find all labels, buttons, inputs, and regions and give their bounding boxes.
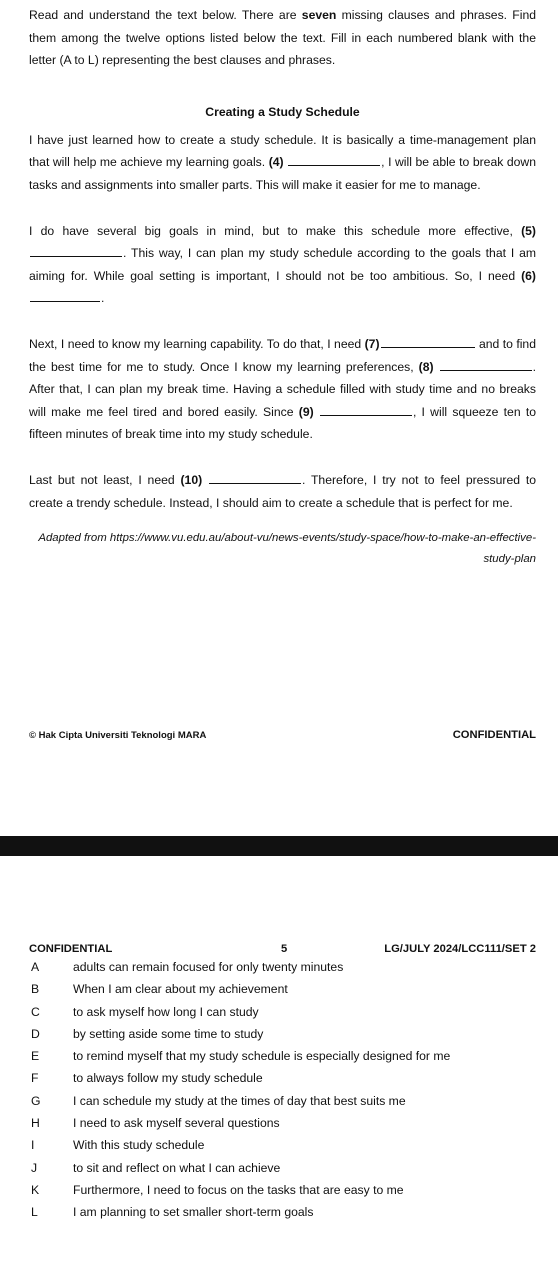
passage-paragraph-2: I do have several big goals in mind, but to make this schedule more effective, (5) . This way, I can plan my study schedule according to the goals that I am aiming for. While goal setting is important, I should not be too ambitious. So, I need (6) . [29,223,536,306]
blank-number-5: (5) [521,223,536,238]
passage-title: Creating a Study Schedule [205,104,360,119]
option-text: to sit and reflect on what I can achieve [73,1160,281,1175]
blank-8[interactable] [440,359,532,371]
option-item [29,978,536,1000]
option-letter: D [31,1026,40,1041]
option-item [29,1067,536,1089]
answer-options-list [29,956,536,1224]
option-text: I can schedule my study at the times of day that best suits me [73,1093,406,1108]
blank-number-7: (7) [364,336,380,351]
option-letter: F [31,1071,39,1086]
option-text: to always follow my study schedule [73,1071,263,1086]
option-item [29,1201,536,1223]
option-text: adults can remain focused for only twenty minutes [73,960,344,974]
blank-10[interactable] [209,472,301,484]
option-item [29,1179,536,1201]
copyright-notice: © Hak Cipta Universiti Teknologi MARA [29,729,207,741]
option-item [29,1023,536,1045]
option-text: When I am clear about my achievement [73,982,288,997]
exam-code: LG/JULY 2024/LCC111/SET 2 [384,943,536,955]
option-item [29,1045,536,1067]
option-letter: I [31,1138,35,1153]
confidential-label-header: CONFIDENTIAL [29,943,113,955]
blank-6[interactable] [30,290,100,302]
blank-9[interactable] [320,404,412,416]
option-letter: L [31,1205,38,1220]
option-text: With this study schedule [73,1138,205,1153]
page-number: 5 [281,943,288,955]
option-text: to ask myself how long I can study [73,1004,259,1019]
passage-paragraph-3: Next, I need to know my learning capability. To do that, I need (7) and to find the best time for me to study. Once I know my learning preferences, (8) . After that, I can plan my break time. Having a schedule filled with study time and no breaks will make me feel tired and bored easily. Since (9) , I will squeeze ten to fifteen minutes of break time into my study schedule. [29,336,537,442]
blank-5[interactable] [30,245,122,257]
blank-number-8: (8) [418,359,434,374]
option-letter: B [31,982,40,997]
option-text: I am planning to set smaller short-term goals [73,1205,314,1220]
option-letter: H [31,1116,40,1131]
source-attribution: Adapted from https://www.vu.edu.au/about-vu/news-events/study-space/how-to-make-an-effective-study-plan [38,532,536,565]
option-text: Furthermore, I need to focus on the tasks that are easy to me [73,1182,404,1197]
option-item [29,1090,536,1112]
confidential-label-footer: CONFIDENTIAL [452,729,536,741]
page-footer [29,729,536,741]
option-item [29,1157,536,1179]
option-letter: J [31,1160,38,1175]
page-divider [0,836,558,856]
option-letter: K [31,1182,40,1197]
option-text: I need to ask myself several questions [73,1116,280,1131]
passage-paragraph-4: Last but not least, I need (10) . Therefore, I try not to feel pressured to create a trendy schedule. Instead, I should aim to create a schedule that is perfect for me. [29,472,536,510]
option-letter: G [31,1093,41,1108]
blank-number-6: (6) [521,268,536,283]
option-item [29,956,536,978]
option-item [29,1134,536,1156]
blank-number-10: (10) [180,472,203,487]
blank-number-9: (9) [298,404,314,419]
instructions-emphasis: seven [301,8,337,22]
blank-7[interactable] [381,336,475,348]
option-letter: C [31,1004,40,1019]
option-letter: A [31,960,40,974]
option-item [29,1112,536,1134]
instructions: Read and understand the text below. There are seven missing clauses and phrases. Find them among the twelve options listed below the text. Fill in each numbered blank with the letter (A to L) representing the best clauses and phrases. [29,8,537,68]
option-text: by setting aside some time to study [73,1026,264,1041]
option-item [29,1001,536,1023]
passage-paragraph-1: I have just learned how to create a study schedule. It is basically a time-management plan that will help me achieve my learning goals. (4) , I will be able to break down tasks and assignments into smaller parts. This will make it easier for me to manage. [29,132,536,192]
blank-4[interactable] [288,154,380,166]
option-text: to remind myself that my study schedule is especially designed for me [73,1049,451,1064]
option-letter: E [31,1049,40,1064]
blank-number-4: (4) [268,155,284,170]
